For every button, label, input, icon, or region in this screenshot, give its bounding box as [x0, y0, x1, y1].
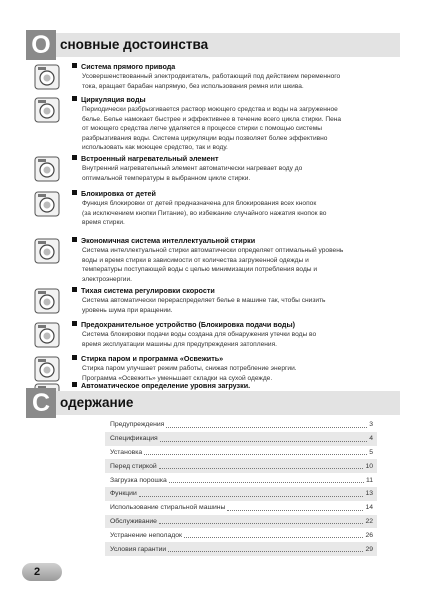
toc-page-number: 13	[365, 490, 373, 498]
toc-leader-dots	[160, 436, 367, 442]
toc-page-number: 22	[365, 517, 373, 525]
section-title: одержание	[60, 395, 134, 410]
feature-title: Встроенный нагревательный элемент	[81, 154, 219, 163]
page-number-badge	[22, 563, 62, 581]
feature-title: Экономичная система интеллектуальной стирки	[81, 236, 256, 245]
toc-leader-dots	[144, 449, 367, 455]
feature-description-line: время стирки.	[82, 219, 125, 227]
feature-description-line: уровень шума при вращении.	[82, 306, 173, 314]
toc-leader-dots	[159, 463, 364, 469]
toc-label: Установка	[110, 448, 143, 456]
toc-label: Обслуживание	[110, 517, 157, 525]
feature-title: Циркуляция воды	[81, 95, 146, 104]
page-number: 2	[33, 566, 41, 578]
water-block-icon	[30, 322, 64, 348]
feature-description-line: от моющего средства легче удаляется в процессе стирки с помощью системы	[82, 125, 322, 133]
washer-motor-icon	[30, 64, 64, 90]
feature-description-line: Система автоматически перераспределяет белье в машине так, чтобы снизить	[82, 297, 326, 304]
toc-label: Использование стиральной машины	[110, 504, 226, 512]
toc-row[interactable]	[105, 501, 377, 515]
toc-label: Предупреждения	[110, 421, 165, 429]
bullet-square-icon	[72, 155, 77, 160]
feature-description-line: оптимальной температуры в выбранном цикле стирки.	[82, 174, 251, 182]
toc-page-number: 26	[365, 531, 373, 539]
toc-page-number: 10	[365, 462, 373, 470]
toc-row[interactable]	[105, 528, 377, 542]
feature-description-line: (за исключением кнопки Питание), во избежание случайного нажатия кнопок во	[82, 209, 327, 217]
quiet-speed-icon	[30, 288, 64, 314]
feature-description-line: разбрызгивания воды. Система циркуляции воды позволяет более эффективно	[82, 134, 328, 142]
bullet-square-icon	[72, 190, 77, 195]
feature-description-line: температуры поступающей воды с целью минимизации потребления воды и	[82, 266, 318, 274]
toc-label: Функции	[110, 490, 137, 498]
feature-title: Блокировка от детей	[81, 189, 156, 198]
section-initial-letter: О	[26, 30, 56, 60]
toc-page-number: 5	[369, 448, 373, 456]
bullet-square-icon	[72, 96, 77, 101]
toc-page-number: 3	[369, 421, 373, 429]
toc-label: Спецификация	[110, 435, 158, 443]
table-of-contents	[105, 418, 377, 556]
feature-description-line: Стирка паром улучшает режим работы, снижая потребление энергии.	[82, 365, 297, 372]
toc-row[interactable]	[105, 487, 377, 501]
feature-title: Стирка паром и программа «Освежить»	[81, 354, 224, 363]
advantages-header	[26, 33, 400, 57]
feature-description-line: Усовершенствованный электродвигатель, работающий под действием переменного	[82, 73, 341, 80]
toc-row[interactable]	[105, 432, 377, 446]
feature-description-line: Периодически разбрызгивается раствор моющего средства и воды на загруженное	[82, 106, 338, 113]
feature-description-line: Внутренний нагревательный элемент автоматически нагревает воду до	[82, 165, 303, 172]
smart-wash-icon	[30, 238, 64, 264]
heater-icon	[30, 156, 64, 182]
child-lock-icon	[30, 191, 64, 217]
feature-description-line: воды и время стирки в зависимости от количества загруженной одежды и	[82, 256, 309, 264]
feature-title: Тихая система регулировки скорости	[81, 286, 215, 295]
toc-leader-dots	[159, 518, 364, 524]
toc-row[interactable]	[105, 542, 377, 556]
toc-row[interactable]	[105, 418, 377, 432]
toc-label: Условия гарантии	[110, 545, 167, 553]
bullet-square-icon	[72, 321, 77, 326]
feature-title: Автоматическое определение уровня загрузки.	[81, 381, 251, 390]
toc-leader-dots	[166, 422, 367, 428]
bullet-square-icon	[72, 237, 77, 242]
bullet-square-icon	[72, 287, 77, 292]
toc-page-number: 11	[365, 476, 373, 484]
toc-leader-dots	[169, 477, 364, 483]
feature-description-line: время эксплуатации машины для предупреждения затопления.	[82, 340, 277, 348]
toc-label: Устранение неполадок	[110, 531, 182, 539]
toc-page-number: 4	[369, 435, 373, 443]
feature-title: Система прямого привода	[81, 62, 176, 71]
feature-description-line: тока, вращает барабан напрямую, без использования ремня или шкива.	[82, 82, 304, 90]
bullet-square-icon	[72, 355, 77, 360]
feature-description-line: Функция блокировки от детей предназначена для блокирования всех кнопок	[82, 200, 317, 207]
feature-description-line: использовать как моющее средство, так и воду.	[82, 144, 228, 152]
toc-leader-dots	[139, 491, 364, 497]
toc-label: Загрузка порошка	[110, 476, 167, 484]
bullet-square-icon	[72, 63, 77, 68]
toc-row[interactable]	[105, 459, 377, 473]
toc-leader-dots	[168, 546, 363, 552]
feature-description-line: Система блокировки подачи воды создана для обнаружения утечки воды во	[82, 331, 317, 338]
toc-page-number: 29	[365, 545, 373, 553]
toc-leader-dots	[184, 532, 363, 538]
toc-leader-dots	[227, 505, 363, 511]
feature-description-line: электроэнергии.	[82, 275, 132, 283]
toc-page-number: 14	[365, 504, 373, 512]
feature-title: Предохранительное устройство (Блокировка подачи воды)	[81, 320, 296, 329]
toc-row[interactable]	[105, 515, 377, 529]
section-initial-letter: С	[26, 388, 56, 418]
steam-icon	[30, 356, 64, 382]
contents-header	[26, 391, 400, 415]
feature-description-line: Программа «Освежить» уменьшает складки на сухой одежде.	[82, 374, 273, 382]
feature-description-line: белье. Белье намокает быстрее и эффективнее в течение всего цикла стирки. Пена	[82, 115, 342, 123]
toc-label: Перед стиркой	[110, 462, 157, 470]
water-circulation-icon	[30, 97, 64, 123]
feature-description-line: Система интеллектуальной стирки автоматически определяет оптимальный уровень	[82, 247, 344, 254]
toc-row[interactable]	[105, 473, 377, 487]
bullet-square-icon	[72, 382, 77, 387]
section-title: сновные достоинства	[60, 37, 209, 52]
toc-row[interactable]	[105, 446, 377, 460]
